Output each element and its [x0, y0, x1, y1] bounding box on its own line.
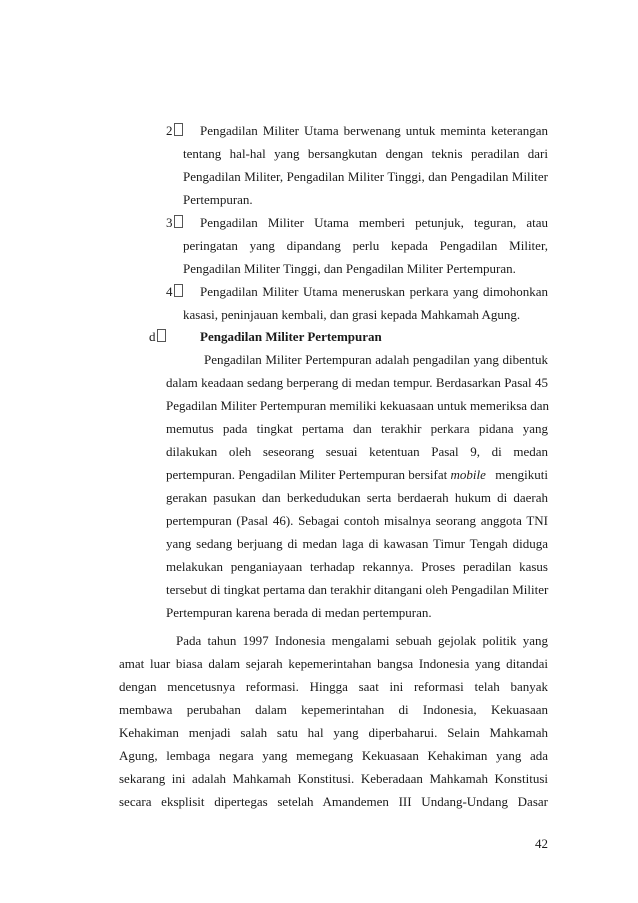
- item-2-line-1: Pengadilan Militer Utama berwenang untuk meminta keterangan: [200, 123, 548, 138]
- item-4-line-1: Pengadilan Militer Utama meneruskan perkara yang dimohonkan: [200, 284, 548, 299]
- list-number-2: 2: [166, 120, 183, 142]
- item-4-line-2: kasasi, peninjauan kembali, dan grasi kepada Mahkamah Agung.: [183, 307, 521, 322]
- section-d-line-4: memutus pada tingkat pertama dan terakhir perkara pidana yang: [166, 421, 548, 436]
- section-letter-d: d: [149, 326, 166, 348]
- paragraph-line-8: secara eksplisit dipertegas setelah Amandemen III Undang-Undang Dasar: [119, 794, 548, 809]
- item-2-line-3: Pengadilan Militer, Pengadilan Militer Tinggi, dan Pengadilan Militer: [183, 169, 548, 184]
- section-d-heading: Pengadilan Militer Pertempuran: [200, 329, 382, 344]
- section-d-line-9: yang sedang berjuang di medan laga di kawasan Timur Tengah diduga: [166, 536, 548, 551]
- item-3-line-3: Pengadilan Militer Tinggi, dan Pengadilan Militer Pertempuran.: [183, 261, 516, 276]
- section-d-line-12: Pertempuran karena berada di medan pertempuran.: [166, 605, 432, 620]
- item-2-line-4: Pertempuran.: [183, 192, 253, 207]
- paragraph-line-1: Pada tahun 1997 Indonesia mengalami sebuah gejolak politik yang: [176, 633, 548, 648]
- paragraph-line-6: Agung, lembaga negara yang memegang Kekuasaan Kehakiman yang ada: [119, 748, 548, 763]
- paragraph-line-5: Kehakiman menjadi salah satu hal yang diperbaharui. Selain Mahkamah: [119, 725, 548, 740]
- item-2-line-2: tentang hal-hal yang bersangkutan dengan teknis peradilan dari: [183, 146, 548, 161]
- section-d-line-1: Pengadilan Militer Pertempuran adalah pengadilan yang dibentuk: [204, 352, 548, 367]
- section-d-line-2: dalam keadaan sedang berperang di medan tempur. Berdasarkan Pasal 45: [166, 375, 548, 390]
- paragraph-line-3: dengan mencetusnya reformasi. Hingga saat ini reformasi telah banyak: [119, 679, 548, 694]
- item-3-line-1: Pengadilan Militer Utama memberi petunjuk, teguran, atau: [200, 215, 548, 230]
- page-number: 42: [535, 836, 548, 851]
- section-d-line-7: gerakan pasukan dan berkedudukan serta berdaerah hukum di daerah: [166, 490, 548, 505]
- paragraph-line-2: amat luar biasa dalam sejarah kepemerintahan bangsa Indonesia yang ditandai: [119, 656, 548, 671]
- section-d-line-10: melakukan penganiayaan terhadap rekannya. Proses peradilan kasus: [166, 559, 548, 574]
- paragraph-line-4: membawa perubahan dalam kepemerintahan di Indonesia, Kekuasaan: [119, 702, 548, 717]
- item-3-line-2: peringatan yang dipandang perlu kepada Pengadilan Militer,: [183, 238, 548, 253]
- list-number-4: 4: [166, 281, 183, 303]
- section-d-line-6: pertempuran. Pengadilan Militer Pertempuran bersifat mobile mengikuti: [166, 467, 548, 482]
- section-d-line-8: pertempuran (Pasal 46). Sebagai contoh misalnya seorang anggota TNI: [166, 513, 548, 528]
- section-d-line-11: tersebut di tingkat pertama dan terakhir ditangani oleh Pengadilan Militer: [166, 582, 549, 597]
- section-d-line-3: Pegadilan Militer Pertempuran memiliki kekuasaan untuk memeriksa dan: [166, 398, 550, 413]
- list-number-3: 3: [166, 212, 183, 234]
- section-d-line-5: dilakukan oleh seseorang sesuai ketentuan Pasal 9, di medan: [166, 444, 548, 459]
- paragraph-line-7: sekarang ini adalah Mahkamah Konstitusi. Keberadaan Mahkamah Konstitusi: [119, 771, 548, 786]
- italic-mobile: mobile: [450, 467, 486, 482]
